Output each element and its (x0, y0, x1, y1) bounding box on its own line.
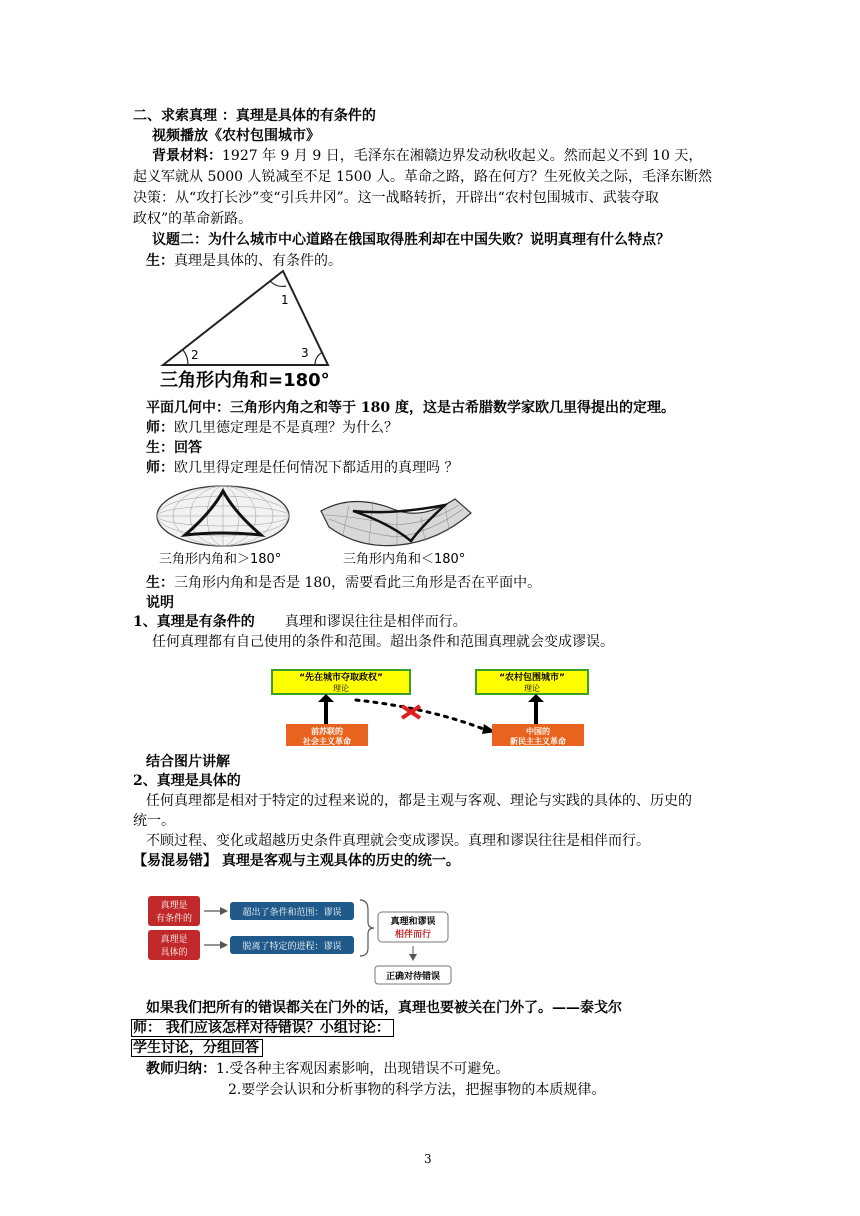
student-text: 真理是具体的、有条件的。 (174, 253, 342, 269)
background-line-3: 决策：从“攻打长沙”变“引兵井冈”。这一战略转折，开辟出“农村包围城市、武装夺取 (133, 190, 659, 206)
background-label: 背景材料： (152, 148, 222, 164)
blue-box-detach-text: 脱离了特定的进程：谬误 (242, 942, 342, 952)
student-label: 生： (146, 575, 174, 591)
page-number: 3 (424, 1152, 432, 1166)
teacher-label: 师： (146, 420, 174, 436)
confusion-line (133, 851, 460, 871)
point-two-text-2: 统一。 (133, 813, 175, 829)
point-two-title: 2、真理是具体的 (133, 773, 241, 789)
revolution-diagram (270, 664, 594, 748)
student-answer-3 (146, 573, 541, 593)
teacher-text: 欧几里德定理是不是真理？为什么？ (174, 420, 398, 436)
right-revolution-line1: 中国的 (526, 727, 550, 736)
teacher-question-1 (146, 418, 398, 438)
confusion-text: 真理是客观与主观具体的历史的统一。 (217, 853, 460, 869)
left-revolution-line1: 前苏联的 (311, 727, 343, 736)
bottom-box-text: 正确对待错误 (385, 972, 441, 982)
teacher-label: 师： (146, 460, 174, 476)
summary-label: 教师归纳： (146, 1061, 216, 1077)
red-box-condition-line2: 有条件的 (155, 914, 193, 924)
center-box-line2: 相伴而行 (394, 930, 432, 940)
explain-label: 说明 (146, 595, 174, 611)
student-discussion (131, 1038, 263, 1058)
red-box-concrete-line2: 具体的 (160, 948, 188, 958)
error-diagram (146, 894, 460, 990)
geometry-line: 平面几何中：三角形内角之和等于 180 度，这是古希腊数学家欧几里得提出的定理。 (146, 400, 675, 416)
curved-triangles-figure (153, 483, 493, 569)
student-text: 三角形内角和是否是 180，需要看此三角形是否在平面中。 (174, 575, 542, 591)
combine-line: 结合图片讲解 (146, 754, 230, 770)
center-box-line1: 真理和谬误 (390, 917, 436, 927)
student-discussion-box: 学生讨论，分组回答 (131, 1039, 263, 1057)
video-line: 视频播放《农村包围城市》 (152, 128, 320, 144)
sphere-caption: 三角形内角和＞180° (159, 552, 282, 567)
teacher-question-3-box: 师： 我们应该怎样对待错误？小组讨论： (131, 1019, 394, 1037)
left-theory-line2: 理论 (333, 684, 349, 693)
student-answer-2: 生：回答 (146, 440, 202, 456)
point-one-text: 任何真理都有自己使用的条件和范围。超出条件和范围真理就会变成谬误。 (152, 634, 614, 650)
topic-two: 议题二：为什么城市中心道路在俄国取得胜利却在中国失败？说明真理有什么特点？ (152, 232, 670, 248)
tagore-quote: 如果我们把所有的错误都关在门外的话，真理也要被关在门外了。——泰戈尔 (146, 1000, 622, 1016)
angle-2-label: 2 (191, 348, 199, 362)
red-box-condition-line1: 真理是 (160, 901, 188, 911)
right-theory-line2: 理论 (524, 684, 540, 693)
background-line-4: 政权”的革命新路。 (133, 211, 253, 227)
teacher-question-2 (146, 458, 458, 478)
red-box-concrete-line1: 真理是 (160, 935, 188, 945)
angle-1-label: 1 (281, 293, 289, 307)
saddle-caption: 三角形内角和＜180° (343, 552, 466, 567)
confusion-label: 【易混易错】 (133, 853, 217, 869)
point-one (133, 612, 467, 632)
teacher-text: 欧几里得定理是任何情况下都适用的真理吗 ？ (174, 460, 459, 476)
point-two-text-1: 任何真理都是相对于特定的过程来说的，都是主观与客观、理论与实践的具体的、历史的 (146, 793, 692, 809)
right-theory-line1: “农村包围城市” (499, 673, 565, 683)
background-line-1 (152, 146, 702, 166)
background-text-1: 1927 年 9 月 9 日，毛泽东在湘赣边界发动秋收起义。然而起义不到 10 天， (222, 148, 703, 164)
teacher-question-3 (131, 1018, 394, 1038)
point-one-title: 1、真理是有条件的 (133, 614, 255, 630)
background-line-2: 起义军就从 5000 人锐减至不足 1500 人。革命之路，路在何方？生死攸关之际，毛泽东断然 (133, 169, 713, 185)
left-theory-line1: “先在城市夺取政权” (299, 673, 383, 683)
angle-3-label: 3 (301, 346, 309, 360)
teacher-summary (146, 1059, 509, 1079)
right-revolution-line2: 新民主主义革命 (510, 737, 566, 746)
triangle-caption: 三角形内角和=180° (160, 370, 330, 391)
triangle-figure (155, 268, 355, 393)
left-revolution-line2: 社会主义革命 (303, 737, 351, 746)
summary-item-1: 1.受各种主客观因素影响，出现错误不可避免。 (216, 1061, 510, 1077)
blue-box-exceed-text: 超出了条件和范围：谬误 (242, 908, 342, 918)
point-two-text-3: 不顾过程、变化或超越历史条件真理就会变成谬误。真理和谬误往往是相伴而行。 (146, 833, 650, 849)
point-one-note: 真理和谬误往往是相伴而行。 (284, 614, 467, 630)
student-label: 生： (146, 253, 174, 269)
summary-item-2: 2.要学会认识和分析事物的科学方法，把握事物的本质规律。 (228, 1082, 606, 1098)
section-title: 二、求索真理 ：真理是具体的有条件的 (133, 108, 376, 124)
